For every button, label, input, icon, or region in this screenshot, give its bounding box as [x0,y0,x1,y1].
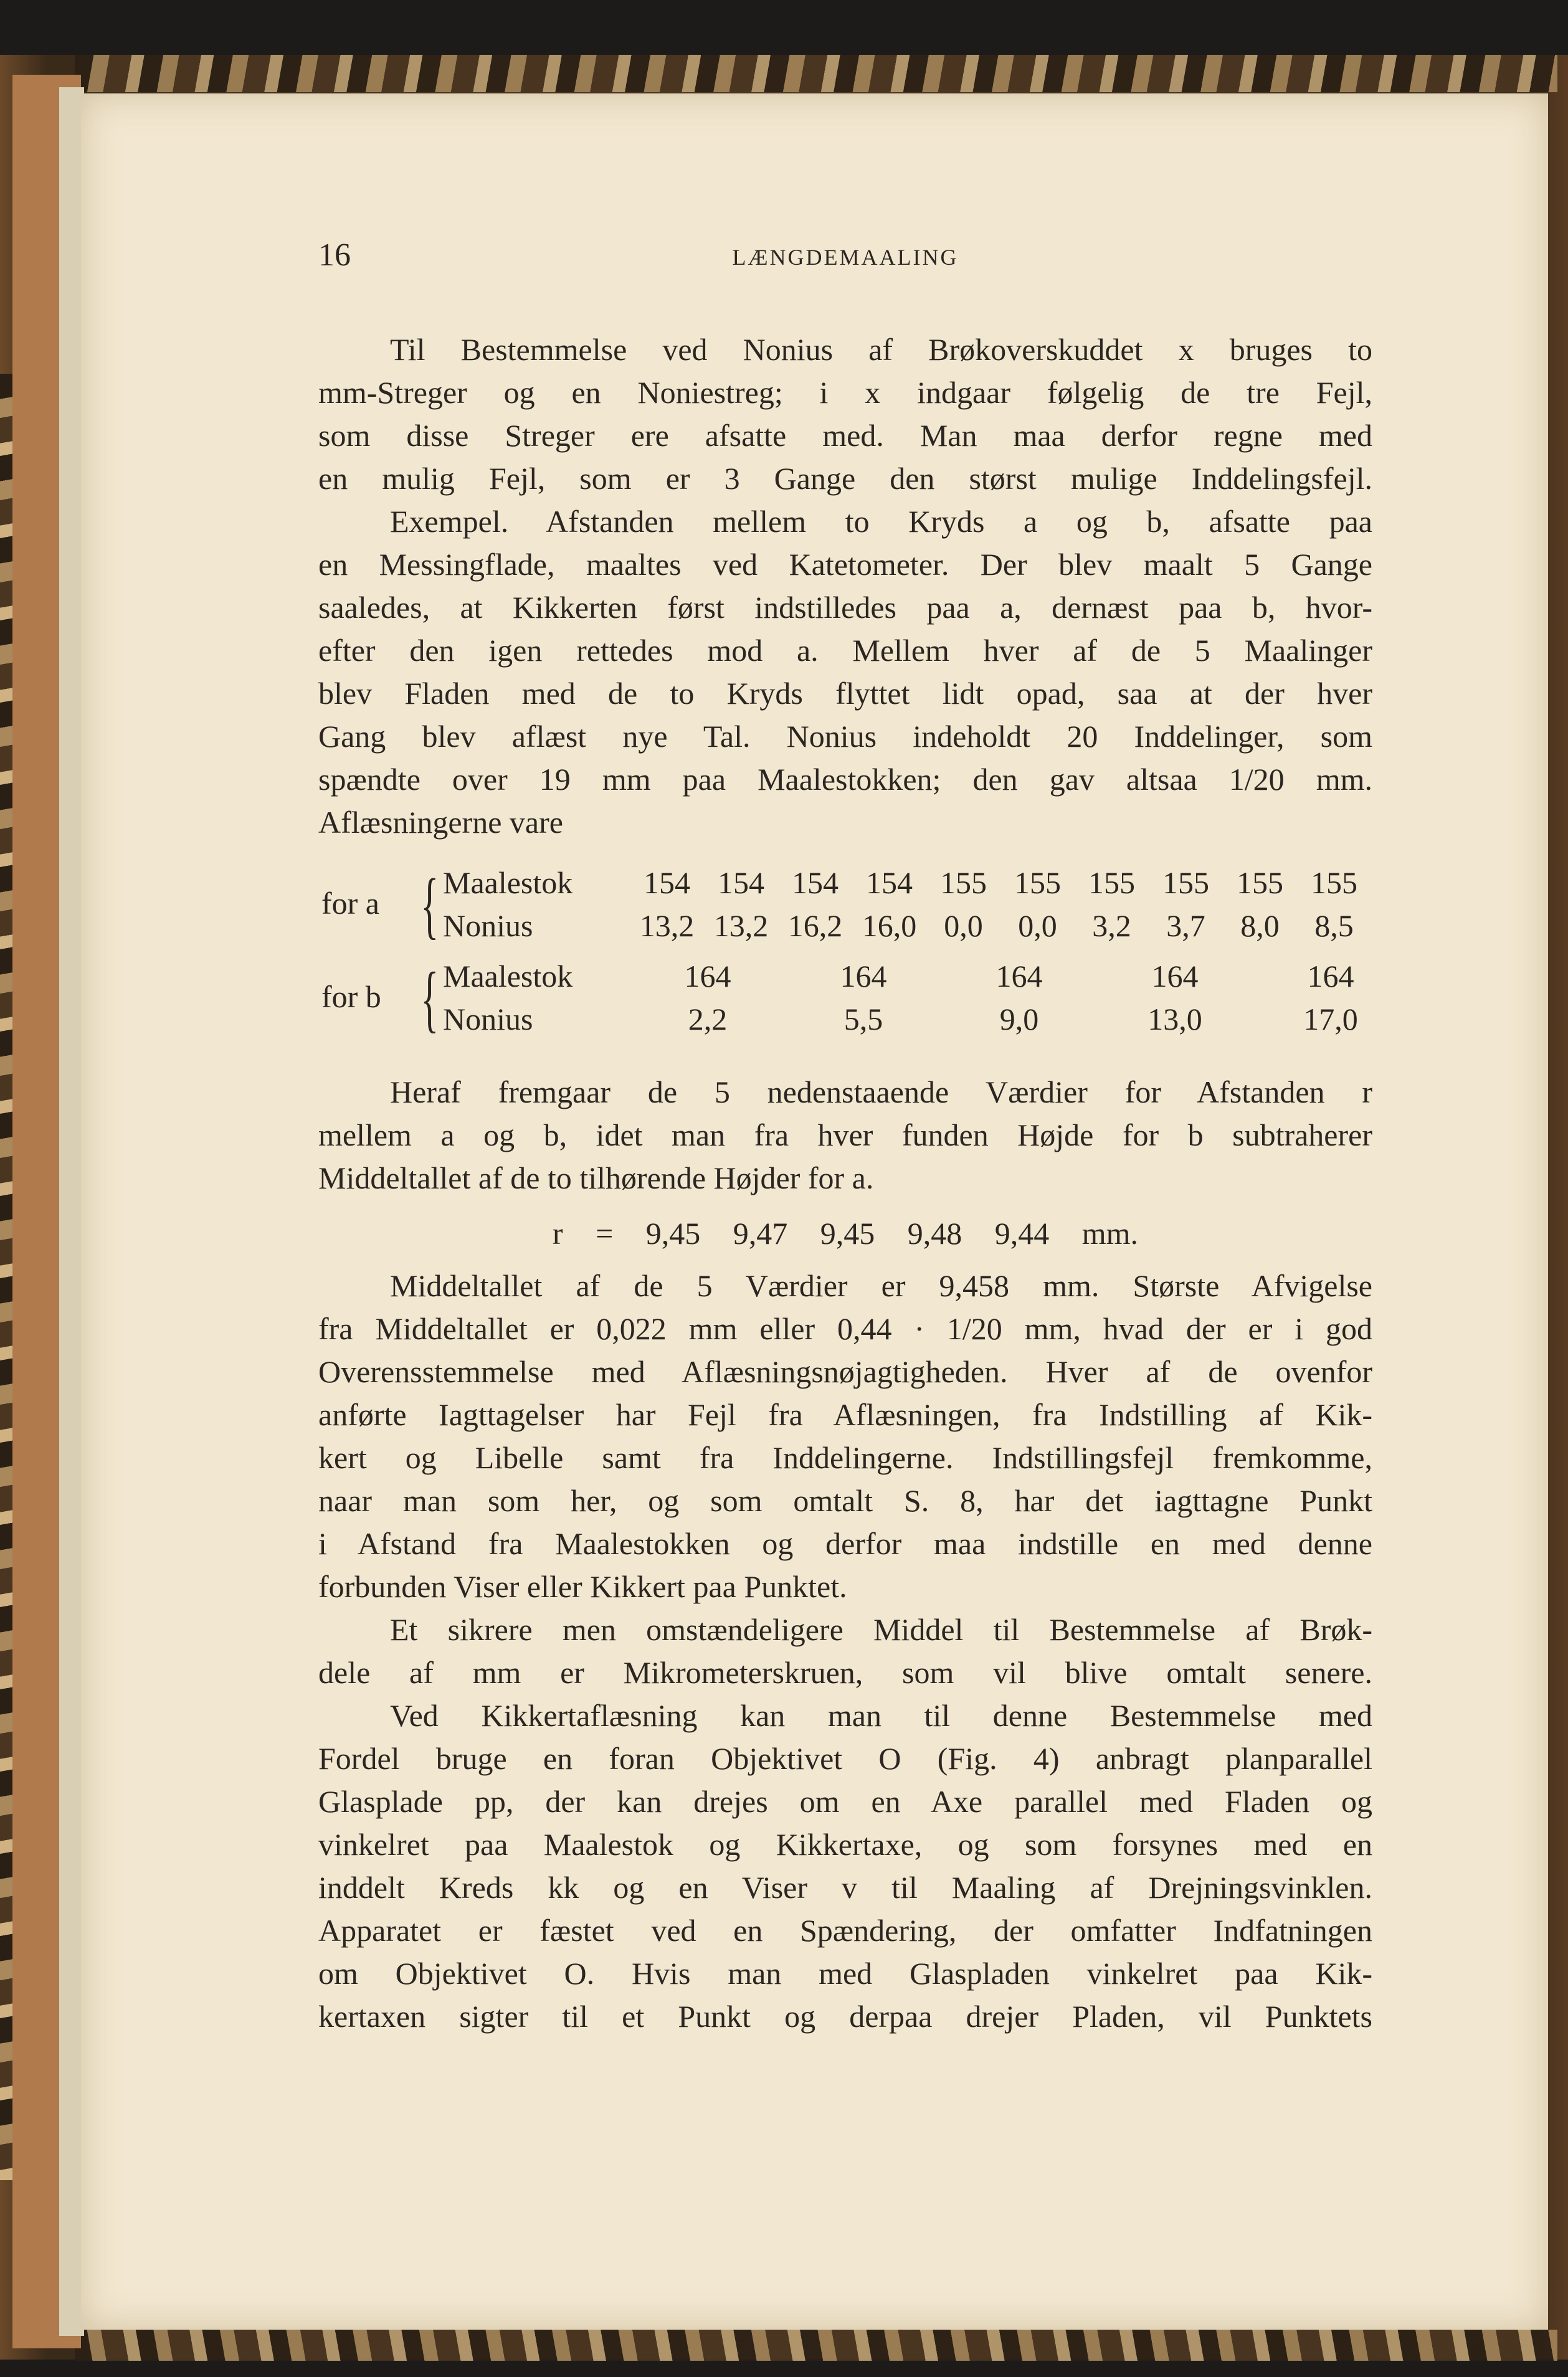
text-line: spændte over 19 mm paa Maalestokken; den gav altsaa 1/20 mm. [318,762,1372,797]
table-cell: 154 [644,865,690,900]
formula: r = 9,45 9,47 9,45 9,48 9,44 mm. [552,1216,1139,1251]
table-cell: 155 [1088,865,1135,900]
table-group-b [318,955,1372,1048]
text-line: forbunden Viser eller Kikkert paa Punktet. [318,1569,847,1604]
table-cell: 5,5 [843,1002,883,1037]
text-line: Middeltallet af de to tilhørende Højder for a. [318,1160,874,1195]
row-label: Nonius [443,1002,533,1037]
table-group-a [318,861,1372,955]
text-line: om Objektivet O. Hvis man med Glaspladen vinkelret paa Kik- [318,1956,1372,1991]
text-line: Fordel bruge en foran Objektivet O (Fig. 4) anbragt planparallel [318,1741,1372,1776]
text-line: Aflæsningerne vare [318,805,563,840]
text-line: i Afstand fra Maalestokken og derfor maa indstille en med denne [318,1526,1372,1561]
table-row-nonius [443,998,1409,1041]
text-line: Ved Kikkertaflæsning kan man til denne Bestemmelse med [390,1698,1372,1733]
row-label: Nonius [443,908,533,943]
page-number: 16 [318,237,351,273]
text-line: inddelt Kreds kk og en Viser v til Maaling af Drejningsvinklen. [318,1870,1372,1905]
table-cell: 16,2 [787,908,843,943]
text-line: Et sikrere men omstændeligere Middel til Bestemmelse af Brøk- [390,1612,1372,1647]
text-line: kert og Libelle samt fra Inddelingerne. Indstillingsfejl fremkomme, [318,1440,1372,1475]
row-label: Maalestok [443,959,573,994]
measurement-table [318,861,1372,1048]
table-cell: 0,0 [1018,908,1057,943]
table-cell: 155 [1311,865,1357,900]
table-cell: 155 [940,865,987,900]
marbled-edge-top [75,55,1557,92]
marbled-edge-bottom [75,2330,1557,2361]
table-cell: 3,2 [1092,908,1131,943]
text-line: Gang blev aflæst nye Tal. Nonius indeholdt 20 Inddelinger, som [318,719,1372,754]
paragraph [318,1608,1372,1694]
text-line: Middeltallet af de 5 Værdier er 9,458 mm. Største Afvigelse [390,1268,1372,1303]
table-row-maalestok [443,955,1409,998]
paragraph [318,500,1372,844]
page-header [318,237,1372,274]
text-line: anførte Iagttagelser har Fejl fra Aflæsningen, fra Indstilling af Kik- [318,1397,1372,1432]
text-line: blev Fladen med de to Kryds flyttet lidt opad, saa at der hver [318,676,1372,711]
table-cell: 3,7 [1166,908,1205,943]
text-line: mellem a og b, idet man fra hver funden Højde for b subtraherer [318,1117,1372,1152]
table-cell: 13,2 [639,908,695,943]
table-cell: 8,5 [1314,908,1354,943]
table-cell: 164 [1307,959,1354,994]
text-line: Overensstemmelse med Aflæsningsnøjagtigheden. Hver af de ovenfor [318,1354,1372,1389]
table-cell: 8,0 [1240,908,1280,943]
table-cell: 2,2 [688,1002,728,1037]
table-cell: 164 [840,959,887,994]
table-cell: 9,0 [999,1002,1039,1037]
text-line: Exempel. Afstanden mellem to Kryds a og b, afsatte paa [390,504,1372,539]
paragraph [318,1694,1372,2038]
paragraph [318,1071,1372,1200]
text-line: en mulig Fejl, som er 3 Gange den størst mulige Inddelingsfejl. [318,461,1372,496]
table-cell: 155 [1162,865,1209,900]
text-line: Glasplade pp, der kan drejes om en Axe parallel med Fladen og [318,1784,1372,1819]
table-cell: 164 [995,959,1043,994]
text-line: naar man som her, og som omtalt S. 8, har det iagttagne Punkt [318,1483,1372,1518]
table-cell: 13,0 [1147,1002,1202,1037]
table-cell: 0,0 [944,908,983,943]
text-line: vinkelret paa Maalestok og Kikkertaxe, og som forsynes med en [318,1827,1372,1862]
table-cell: 16,0 [862,908,917,943]
table-row-maalestok [443,861,1371,904]
text-line: kertaxen sigter til et Punkt og derpaa drejer Pladen, vil Punktets [318,1999,1372,2034]
paragraph [318,328,1372,500]
row-label: Maalestok [443,865,573,900]
brace: { [421,957,439,1040]
text-line: Heraf fremgaar de 5 nedenstaaende Værdier for Afstanden r [390,1075,1372,1109]
table-row-nonius [443,904,1371,947]
table-cell: 17,0 [1303,1002,1358,1037]
text-line: Apparatet er fæstet ved en Spændering, der omfatter Indfatningen [318,1913,1372,1948]
brace: { [421,863,439,946]
table-cell: 13,2 [713,908,769,943]
table-cell: 164 [684,959,731,994]
group-label: for b [321,979,381,1014]
page-stack-edge [59,87,84,2336]
running-title: LÆNGDEMAALING [732,245,959,270]
text-line: dele af mm er Mikrometerskruen, som vil blive omtalt senere. [318,1655,1372,1690]
group-label: for a [321,886,379,921]
table-cell: 164 [1151,959,1199,994]
table-cell: 155 [1237,865,1283,900]
text-line: fra Middeltallet er 0,022 mm eller 0,44 · 1/20 mm, hvad der er i god [318,1311,1372,1346]
text-line: som disse Streger ere afsatte med. Man maa derfor regne med [318,418,1372,453]
body-text [318,328,1372,2038]
text-line: en Messingflade, maaltes ved Katetometer. Der blev maalt 5 Gange [318,547,1372,582]
paragraph [318,1264,1372,1608]
table-cell: 155 [1014,865,1061,900]
table-cell: 154 [718,865,764,900]
text-line: saaledes, at Kikkerten først indstilledes paa a, dernæst paa b, hvor- [318,590,1372,625]
text-line: efter den igen rettedes mod a. Mellem hver af de 5 Maalinger [318,633,1372,668]
text-line: mm-Streger og en Noniestreg; i x indgaar følgelig de tre Fejl, [318,375,1372,410]
text-line: Til Bestemmelse ved Nonius af Brøkoverskuddet x bruges to [390,332,1372,367]
table-cell: 154 [866,865,913,900]
table-cell: 154 [792,865,839,900]
